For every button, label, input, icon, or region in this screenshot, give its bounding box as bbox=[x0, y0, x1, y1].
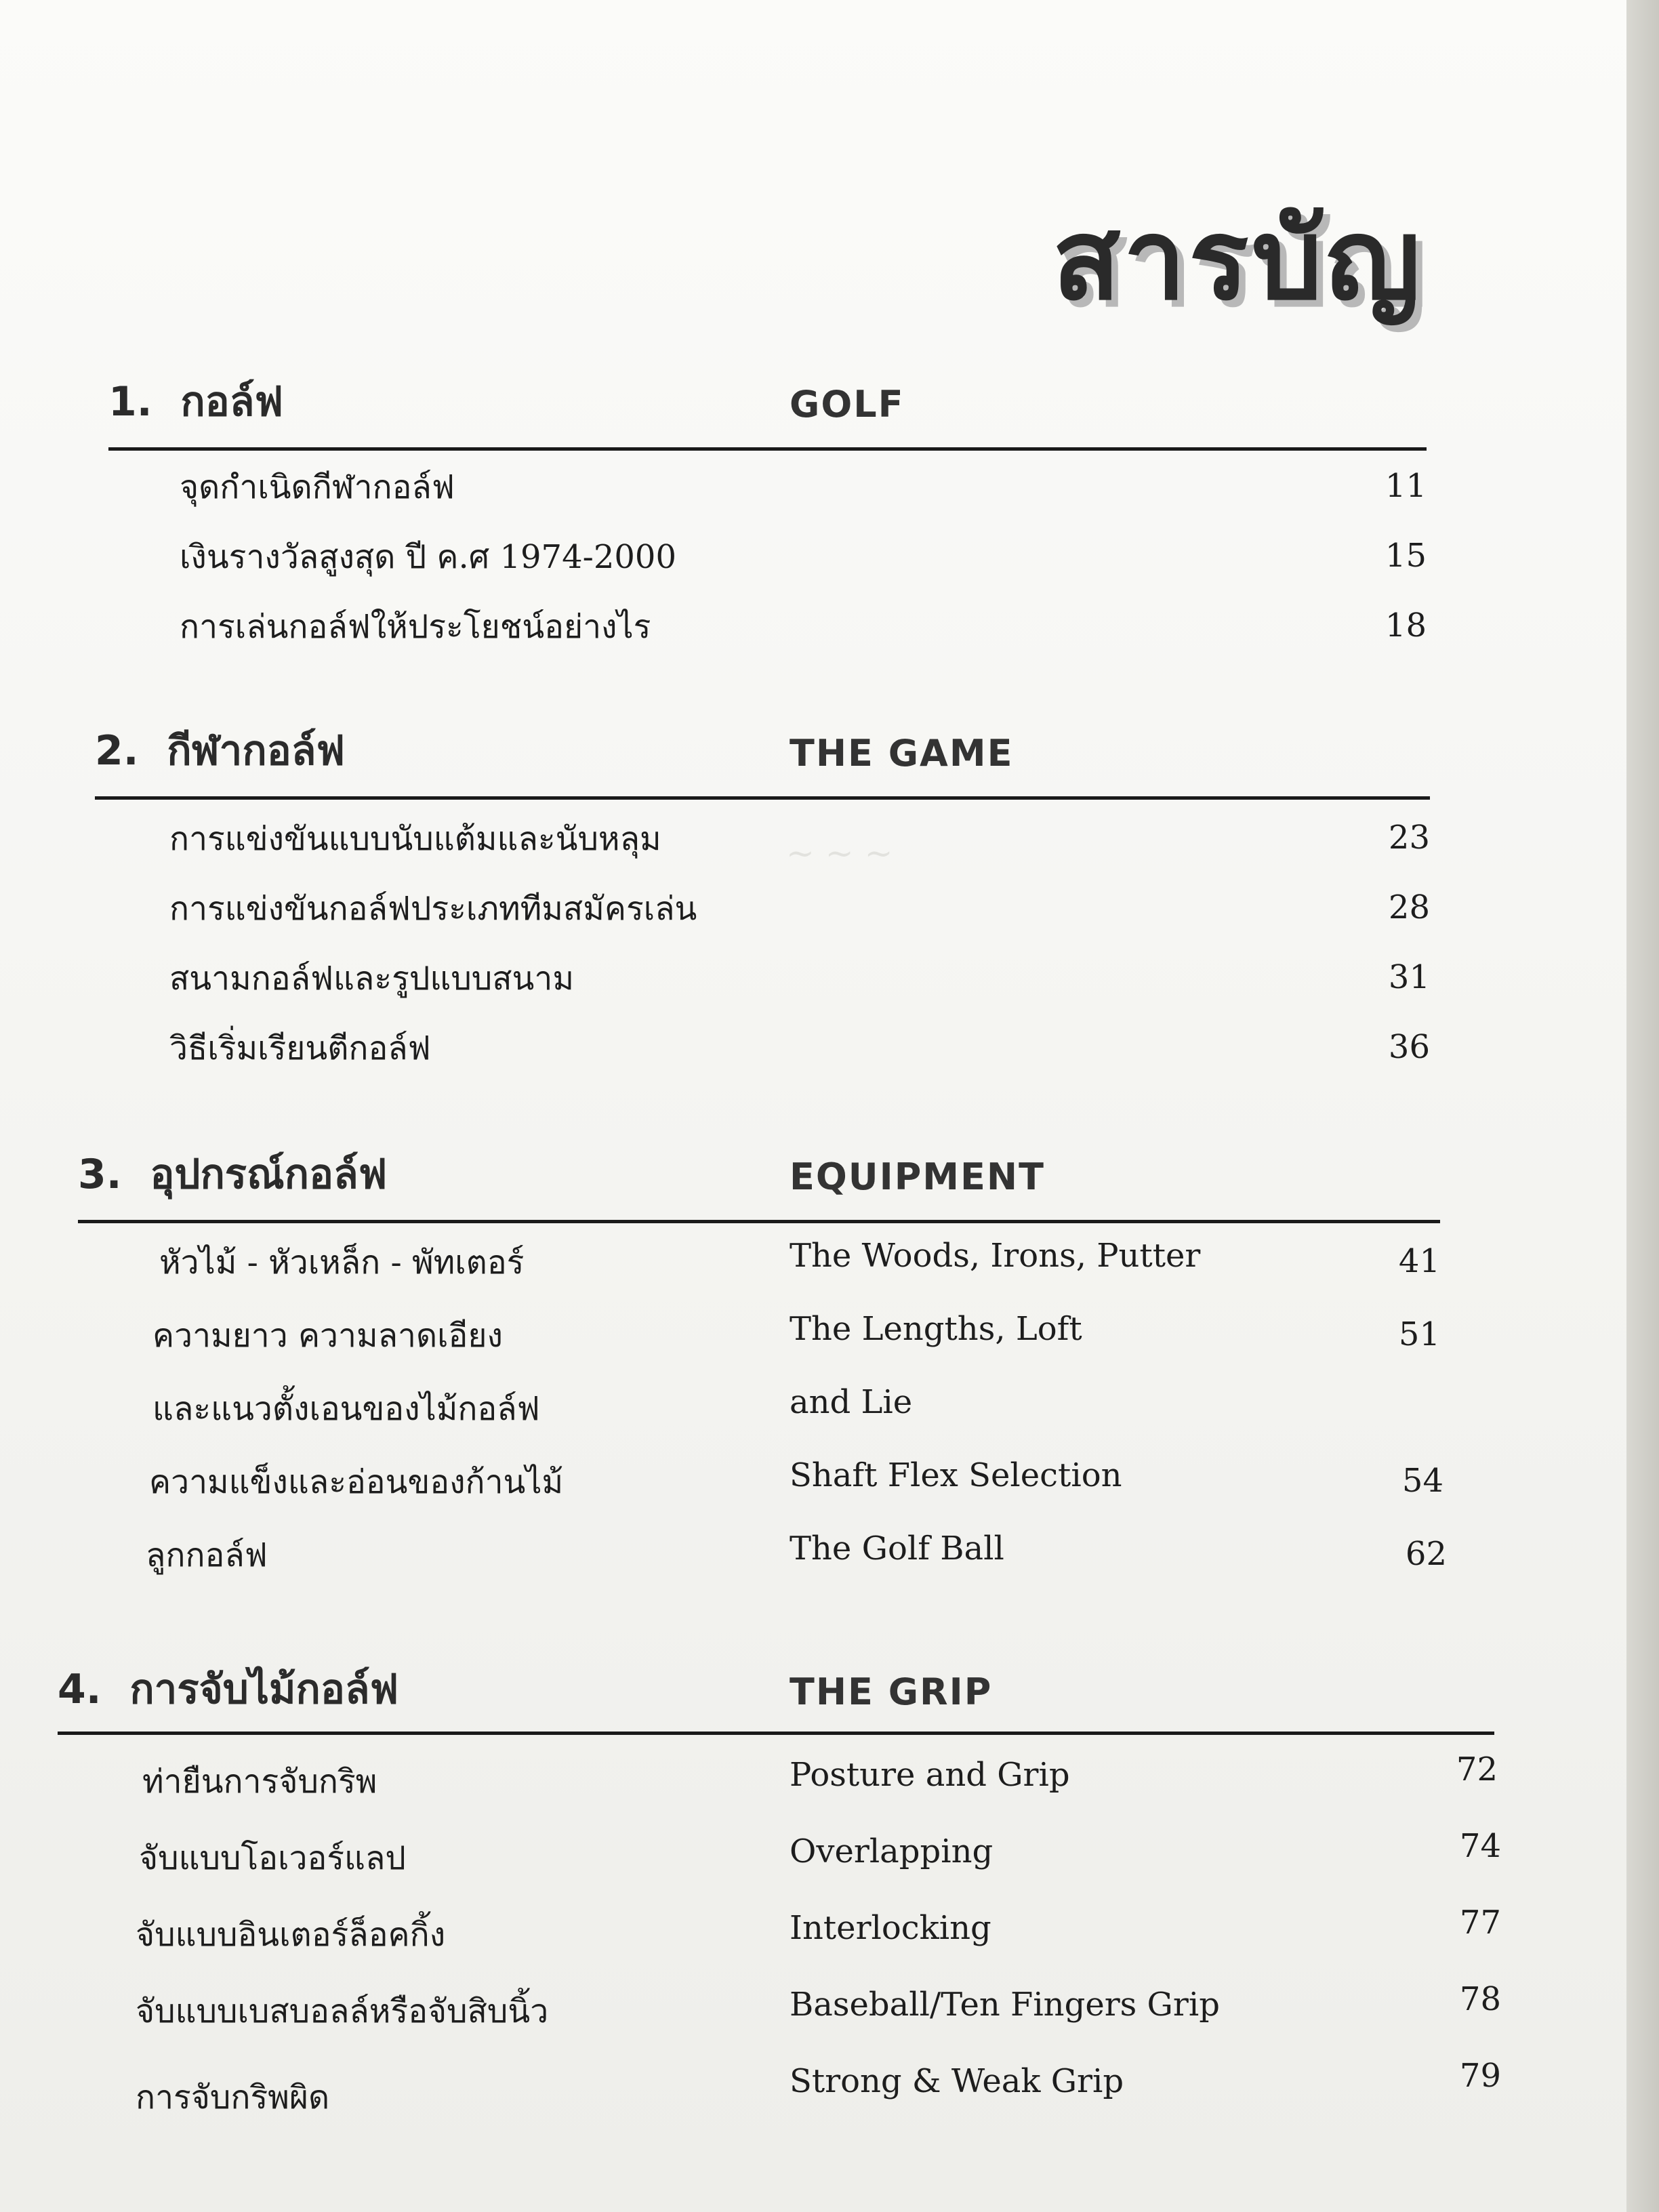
page-title: สารบัญ bbox=[1052, 194, 1423, 325]
section-heading-en: EQUIPMENT bbox=[790, 1155, 1045, 1198]
toc-entry[interactable]: ความยาว ความลาดเอียง The Lengths, Loft 51 bbox=[152, 1310, 1440, 1355]
toc-section-the-game bbox=[0, 718, 1626, 1087]
section-divider bbox=[95, 796, 1430, 800]
section-heading-th: 4. การจับไม้กอล์ฟ bbox=[58, 1666, 399, 1713]
toc-entry[interactable]: จับแบบโอเวอร์แลป Overlapping 74 bbox=[139, 1827, 1501, 1877]
toc-entry[interactable]: เงินรางวัลสูงสุด ปี ค.ศ 1974-2000 15 bbox=[180, 537, 1427, 576]
section-heading-en: THE GAME bbox=[790, 732, 1014, 775]
toc-entry[interactable]: สนามกอล์ฟและรูปแบบสนาม 31 bbox=[169, 958, 1430, 998]
section-heading-en: THE GRIP bbox=[790, 1671, 993, 1713]
section-heading-en: GOLF bbox=[790, 383, 905, 426]
bleed-through-text: ~ ~ ~ bbox=[786, 834, 893, 873]
toc-entry[interactable]: จับแบบอินเตอร์ล็อคกิ้ง Interlocking 77 bbox=[136, 1904, 1501, 1954]
section-divider bbox=[58, 1732, 1494, 1735]
toc-entry[interactable]: ความแข็งและอ่อนของก้านไม้ Shaft Flex Selection 54 bbox=[149, 1456, 1443, 1501]
section-heading-th: 2. กีฬากอล์ฟ bbox=[95, 727, 345, 775]
section-divider bbox=[78, 1220, 1440, 1223]
toc-entry[interactable]: หัวไม้ - หัวเหล็ก - พัทเตอร์ The Woods, Irons, Putter 41 bbox=[159, 1237, 1440, 1282]
toc-entry[interactable]: และแนวตั้งเอนของไม้กอล์ฟ and Lie bbox=[152, 1383, 913, 1428]
toc-entry[interactable]: การแข่งขันกอล์ฟประเภททีมสมัครเล่น 28 bbox=[169, 888, 1430, 928]
toc-entry[interactable]: วิธีเริ่มเรียนตีกอล์ฟ 36 bbox=[169, 1028, 1430, 1067]
toc-section-equipment bbox=[0, 1142, 1626, 1597]
section-divider bbox=[108, 447, 1427, 451]
toc-entry[interactable]: ลูกกอล์ฟ The Golf Ball 62 bbox=[146, 1530, 1447, 1574]
toc-entry[interactable]: จับแบบเบสบอลล์หรือจับสิบนิ้ว Baseball/Ten Fingers Grip 78 bbox=[136, 1980, 1501, 2030]
toc-entry[interactable]: การเล่นกอล์ฟให้ประโยชน์อย่างไร 18 bbox=[180, 607, 1427, 646]
toc-section-the-grip bbox=[0, 1657, 1626, 2133]
toc-entry[interactable]: การแข่งขันแบบนับแต้มและนับหลุม 23 bbox=[169, 819, 1430, 858]
section-heading-th: 3. อุปกรณ์กอล์ฟ bbox=[78, 1151, 388, 1198]
toc-entry[interactable]: จุดกำเนิดกีฬากอล์ฟ 11 bbox=[180, 467, 1427, 506]
toc-entry[interactable]: ท่ายืนการจับกริพ Posture and Grip 72 bbox=[142, 1750, 1498, 1801]
section-heading-th: 1. กอล์ฟ bbox=[108, 378, 283, 426]
page-edge-background bbox=[1626, 0, 1659, 2212]
toc-entry[interactable]: การจับกริพผิด Strong & Weak Grip 79 bbox=[136, 2057, 1501, 2116]
toc-section-golf bbox=[0, 369, 1626, 665]
